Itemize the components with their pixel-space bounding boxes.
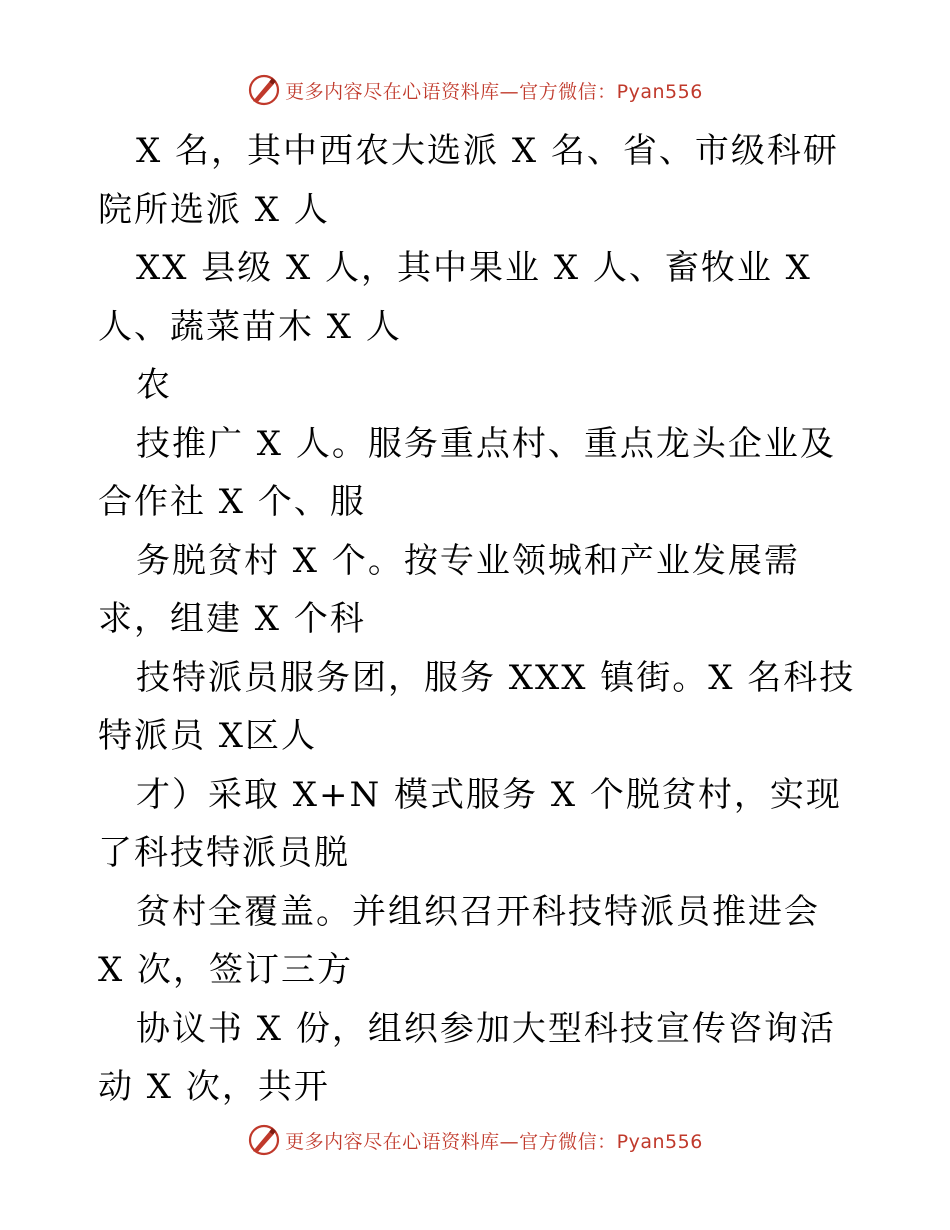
footer-banner-text: 更多内容尽在心语资料库—官方微信：Pyan556 xyxy=(285,1130,703,1153)
footer-banner xyxy=(0,1120,950,1160)
pen-logo-icon xyxy=(247,73,281,107)
paragraph: X 名，其中西农大选派 X 名、省、市级科研院所选派 X 人 xyxy=(98,131,839,230)
header-banner xyxy=(0,70,950,110)
paragraph: 农 xyxy=(136,365,172,405)
header-banner-text: 更多内容尽在心语资料库—官方微信：Pyan556 xyxy=(285,80,703,103)
paragraph: 协议书 X 份，组织参加大型科技宣传咨询活动 X 次，共开 xyxy=(98,1008,836,1107)
paragraph: 贫村全覆盖。并组织召开科技特派员推进会 X 次，签订三方 xyxy=(98,891,820,990)
paragraph: 技推广 X 人。服务重点村、重点龙头企业及合作社 X 个、服 xyxy=(98,423,836,522)
paragraph: 才）采取 X+N 模式服务 X 个脱贫村，实现了科技特派员脱 xyxy=(98,774,842,873)
paragraph: 技特派员服务团，服务 XXX 镇街。X 名科技特派员 X区人 xyxy=(98,657,856,756)
pen-logo-icon xyxy=(247,1123,281,1157)
paragraph: 务脱贫村 X 个。按专业领城和产业发展需求，组建 X 个科 xyxy=(98,540,800,639)
paragraph: XX 县级 X 人，其中果业 X 人、畜牧业 X 人、蔬菜苗木 X 人 xyxy=(98,248,812,347)
document-body xyxy=(98,122,858,1117)
